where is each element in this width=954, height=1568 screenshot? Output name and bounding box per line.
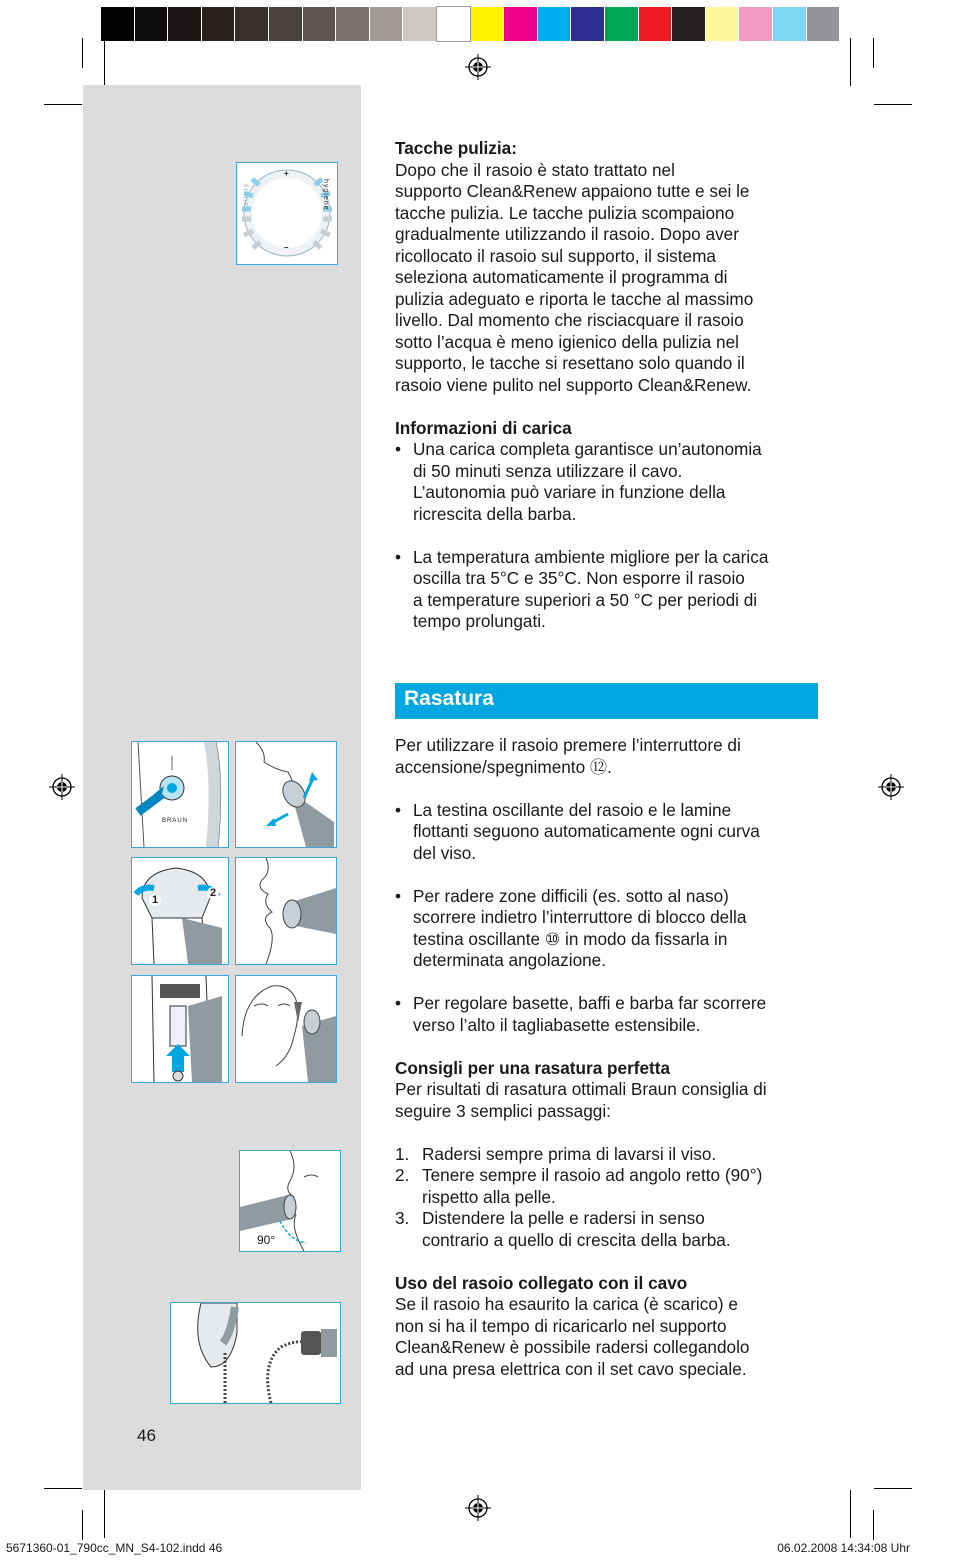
color-swatch: [504, 7, 537, 41]
cleaning-line: ricollocato il rasoio sul supporto, il sistema: [395, 245, 716, 266]
color-swatch: [538, 7, 571, 41]
bullet-line: determinata angolazione.: [413, 950, 607, 970]
trimmer-figure: [131, 975, 229, 1083]
page-number: 46: [137, 1426, 156, 1445]
step-line: Tenere sempre il rasoio ad angolo retto (90°): [422, 1165, 763, 1185]
color-swatch: [370, 7, 403, 41]
bullet-line: L’autonomia può variare in funzione della: [413, 482, 726, 502]
color-swatch: [135, 7, 168, 41]
cord-connection-figure: [170, 1302, 341, 1404]
shaving-bullet-lock: [395, 886, 825, 972]
bullet-line: di 50 minuti senza utilizzare il cavo.: [413, 460, 683, 481]
cleaning-line: seleziona automaticamente il programma di: [395, 267, 728, 287]
trimming-sideburns-figure: [235, 975, 337, 1083]
step-line: Radersi sempre prima di lavarsi il viso.: [422, 1143, 717, 1164]
bullet-line: • Per regolare basette, baffi e barba far scorrere: [413, 993, 767, 1013]
shaving-intro-line: accensione/spegnimento ⑫.: [395, 756, 612, 777]
shaving-bullet-trimmer: [395, 993, 825, 1036]
cleaning-line: livello. Dal momento che risciacquare il rasoio: [395, 310, 744, 330]
color-swatch: [168, 7, 201, 41]
registration-mark-bottom: [465, 1495, 491, 1521]
bullet-line: testina oscillante ⑩ in modo da fissarla in: [413, 928, 728, 949]
cleaning-line: rasoio viene pulito nel supporto Clean&Renew.: [395, 374, 752, 395]
tips-step: [395, 1165, 825, 1208]
color-swatch: [101, 7, 134, 41]
bullet-line: a temperature superiori a 50 °C per periodi di: [413, 589, 758, 610]
switch-on-figure: [131, 741, 229, 848]
cord-line: Se il rasoio ha esaurito la carica (è scarico) e: [395, 1294, 738, 1314]
color-swatch: [303, 7, 336, 41]
tips-step: [395, 1208, 825, 1251]
cleaning-line: supporto Clean&Renew appaiono tutte e sei le: [395, 181, 750, 201]
cord-line: non si ha il tempo di ricaricarlo nel supporto: [395, 1315, 727, 1336]
bullet-line: tempo prolungati.: [413, 611, 546, 631]
cleaning-heading: Tacche pulizia:: [395, 138, 517, 158]
color-swatch: [807, 7, 840, 41]
registration-mark-right: [878, 774, 904, 800]
registration-mark-top: [465, 54, 491, 80]
color-swatch: [672, 7, 705, 41]
color-swatch: [739, 7, 772, 41]
step-line: Distendere la pelle e radersi in senso: [422, 1208, 705, 1228]
cleaning-line: gradualmente utilizzando il rasoio. Dopo aver: [395, 224, 739, 244]
bullet-line: del viso.: [413, 842, 477, 863]
color-swatch: [403, 7, 436, 41]
cleaning-line: tacche pulizia. Le tacche pulizia scompaiono: [395, 202, 735, 223]
bullet-line: ricrescita della barba.: [413, 503, 577, 524]
shaving-neck-figure: [235, 741, 337, 848]
display-plus: +: [284, 169, 289, 178]
cleaning-section: [395, 138, 825, 633]
cleaning-line: sotto l’acqua è meno igienico della pulizia nel: [395, 331, 739, 352]
charge-bullet-temperature: [395, 547, 825, 633]
bullet-line: • Per radere zone difficili (es. sotto al naso): [413, 885, 729, 906]
color-swatch: [773, 7, 806, 41]
color-swatch: [437, 7, 470, 41]
step-number: 3.: [395, 1208, 410, 1228]
shaving-intro-line: Per utilizzare il rasoio premere l’interruttore di: [395, 735, 741, 755]
footer-file-info: 5671360-01_790cc_MN_S4-102.indd 46: [6, 1541, 223, 1555]
cleaning-line: supporto, le tacche si resettano solo quando il: [395, 353, 745, 373]
shaving-under-nose-figure: [235, 857, 337, 965]
tips-intro-line: seguire 3 semplici passaggi:: [395, 1100, 611, 1121]
angle-label: 90°: [257, 1233, 276, 1247]
color-swatch: [639, 7, 672, 41]
tips-step: [395, 1144, 825, 1166]
shaving-bullet-floating-head: [395, 800, 825, 865]
color-swatch: [235, 7, 268, 41]
bullet-line: scorrere indietro l’interruttore di blocco della: [413, 907, 747, 927]
brand-logo: BRAUN: [162, 818, 189, 824]
bullet-line: • La temperatura ambiente migliore per la carica: [413, 546, 769, 567]
display-battery-label: battery: [243, 182, 250, 211]
tips-intro-line: Per risultati di rasatura ottimali Braun consiglia di: [395, 1079, 767, 1099]
cleaning-line: Dopo che il rasoio è stato trattato nel: [395, 159, 675, 180]
step-2-label: 2: [207, 887, 219, 899]
step-number: 1.: [395, 1143, 410, 1164]
bullet-line: oscilla tra 5°C e 35°C. Non esporre il rasoio: [413, 568, 745, 588]
bullet-line: • La testina oscillante del rasoio e le lamine: [413, 799, 732, 820]
display-hygiene-label: hygiene: [322, 179, 329, 211]
charge-heading: Informazioni di carica: [395, 417, 572, 438]
display-minus: –: [284, 243, 289, 252]
cleaning-line: pulizia adeguato e riporta le tacche al massimo: [395, 288, 754, 309]
tips-heading: Consigli per una rasatura perfetta: [395, 1057, 671, 1078]
color-swatch: [571, 7, 604, 41]
color-swatch: [706, 7, 739, 41]
color-swatch: [269, 7, 302, 41]
charge-bullet-autonomy: [395, 439, 825, 525]
step-1-label: 1: [149, 894, 161, 906]
section-banner-shaving: [395, 683, 818, 719]
bullet-line: verso l’alto il tagliabasette estensibile.: [413, 1014, 701, 1035]
cord-heading: Uso del rasoio collegato con il cavo: [395, 1272, 688, 1293]
right-angle-figure: [239, 1150, 341, 1252]
lock-head-figure: [131, 857, 229, 965]
registration-mark-left: [49, 774, 75, 800]
banner-title: Rasatura: [404, 687, 494, 710]
color-swatch: [605, 7, 638, 41]
bullet-line: • Una carica completa garantisce un’autonomia: [413, 439, 762, 459]
color-swatch: [336, 7, 369, 41]
footer-timestamp: 06.02.2008 14:34:08 Uhr: [777, 1541, 910, 1555]
shaving-section: [395, 735, 825, 1380]
display-figure: [236, 162, 338, 265]
step-number: 2.: [395, 1165, 410, 1185]
cord-line: Clean&Renew è possibile radersi collegandolo: [395, 1337, 750, 1357]
cord-line: ad una presa elettrica con il set cavo speciale.: [395, 1358, 747, 1379]
color-swatch: [471, 7, 504, 41]
step-line: contrario a quello di crescita della barba.: [422, 1229, 731, 1250]
color-swatch: [202, 7, 235, 41]
bullet-line: flottanti seguono automaticamente ogni curva: [413, 821, 760, 841]
step-line: rispetto alla pelle.: [422, 1186, 556, 1207]
